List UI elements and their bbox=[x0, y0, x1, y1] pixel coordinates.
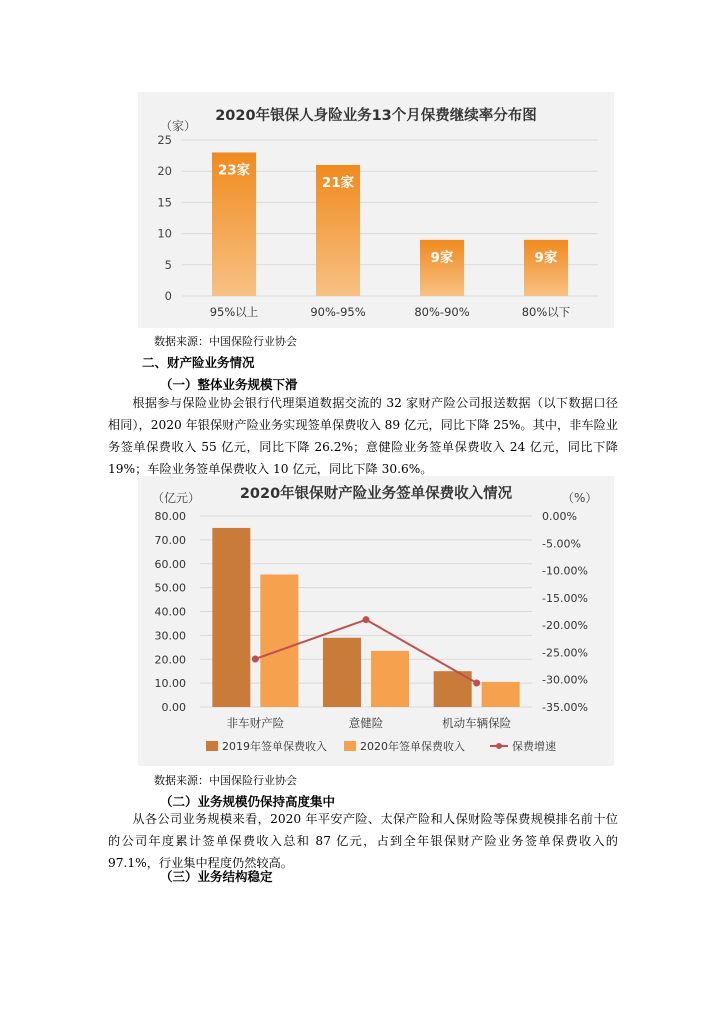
chart1-xtick-label: 90%-95% bbox=[310, 305, 366, 319]
chart1-bar bbox=[524, 240, 568, 296]
chart1-data-label: 9家 bbox=[534, 249, 558, 266]
subsection3-heading: （三）业务结构稳定 bbox=[160, 869, 273, 884]
chart2-xtick-label: 非车财产险 bbox=[226, 716, 285, 730]
chart2-title: 2020年银保财产险业务签单保费收入情况 bbox=[239, 486, 513, 502]
chart2-legend-swatch bbox=[206, 741, 218, 751]
chart1-data-label: 23家 bbox=[217, 162, 251, 179]
chart2-legend-label: 2019年签单保费收入 bbox=[222, 740, 327, 753]
chart2-growth-point bbox=[473, 679, 480, 686]
chart2-y2tick-label: -30.00% bbox=[542, 673, 588, 687]
chart2-ytick-label: 80.00 bbox=[154, 510, 186, 523]
chart2-source: 数据来源：中国保险行业协会 bbox=[154, 774, 297, 787]
chart1-ytick-label: 20 bbox=[157, 164, 172, 179]
chart2-xtick-label: 机动车辆保险 bbox=[442, 716, 512, 730]
property-premium-chart bbox=[138, 476, 614, 766]
chart2-y2label: （%） bbox=[562, 491, 598, 505]
chart2-legend-swatch bbox=[344, 741, 356, 751]
chart1-ytick-label: 25 bbox=[157, 133, 172, 147]
chart2-y2tick-label: 0.00% bbox=[542, 510, 577, 523]
chart1-ytick-label: 15 bbox=[157, 195, 172, 210]
chart1-data-label: 9家 bbox=[430, 249, 454, 266]
chart2-bar bbox=[212, 528, 250, 707]
chart2-bar bbox=[482, 682, 520, 707]
chart1-bar bbox=[420, 240, 464, 296]
chart2-ytick-label: 70.00 bbox=[154, 533, 186, 547]
chart2-y2tick-label: -35.00% bbox=[542, 701, 588, 714]
chart2-ytick-label: 30.00 bbox=[154, 629, 186, 643]
chart1-title: 2020年银保人身险业务13个月保费继续率分布图 bbox=[215, 108, 537, 124]
premium-renewal-chart-svg bbox=[138, 92, 614, 328]
paragraph-1: 根据参与保险业协会银行代理渠道数据交流的 32 家财产险公司报送数据（以下数据口径相同），2020 年银保财产险业务实现签单保费收入 89 亿元，同比下降 25%。其中，非车险业务签单保费收入 55 亿元，同比下降 26.2%；意健险业务签单保费收入 24 亿元，同比下降 19%；车险业务签单保费收入 10 亿元，同比下降 30.6%。 bbox=[108, 396, 618, 476]
chart2-bar bbox=[323, 638, 361, 707]
paragraph-2: 从各公司业务规模来看，2020 年平安产险、太保产险和人保财险等保费规模排名前十位的公司年度累计签单保费收入总和 87 亿元，占到全年银保财产险业务签单保费收入的 97.1%，行业集中程度仍然较高。 bbox=[108, 812, 618, 870]
chart2-bar bbox=[371, 651, 409, 707]
chart1-ytick-label: 5 bbox=[164, 257, 172, 272]
section2-heading: 二、财产险业务情况 bbox=[142, 355, 255, 370]
chart2-y2tick-label: -25.00% bbox=[542, 646, 588, 660]
premium-renewal-chart bbox=[138, 92, 614, 328]
chart2-y2tick-label: -20.00% bbox=[542, 619, 588, 633]
chart1-xtick-label: 80%-90% bbox=[414, 305, 470, 319]
chart2-ytick-label: 50.00 bbox=[154, 581, 186, 595]
chart1-data-label: 21家 bbox=[321, 174, 355, 191]
subsection2-heading: （二）业务规模仍保持高度集中 bbox=[160, 794, 336, 809]
chart2-legend-label: 保费增速 bbox=[512, 740, 556, 753]
chart2-bar bbox=[260, 574, 298, 707]
chart2-legend-marker bbox=[496, 743, 502, 749]
chart2-growth-point bbox=[252, 655, 259, 662]
chart2-growth-point bbox=[363, 616, 370, 623]
property-premium-chart-svg bbox=[138, 476, 614, 766]
chart2-ytick-label: 20.00 bbox=[154, 653, 186, 667]
chart2-legend-label: 2020年签单保费收入 bbox=[360, 740, 465, 753]
chart2-ytick-label: 40.00 bbox=[154, 605, 186, 619]
chart2-y2tick-label: -10.00% bbox=[542, 564, 588, 578]
chart2-xtick-label: 意健险 bbox=[348, 716, 384, 730]
subsection1-heading: （一）整体业务规模下滑 bbox=[160, 377, 298, 392]
chart2-ytick-label: 0.00 bbox=[161, 701, 186, 714]
chart1-xtick-label: 80%以下 bbox=[521, 305, 571, 319]
chart2-ytick-label: 60.00 bbox=[154, 557, 186, 571]
chart1-xtick-label: 95%以上 bbox=[209, 305, 259, 319]
chart1-source: 数据来源：中国保险行业协会 bbox=[154, 335, 297, 348]
chart2-ytick-label: 10.00 bbox=[154, 677, 186, 691]
chart1-ytick-label: 10 bbox=[157, 226, 172, 241]
chart2-y2tick-label: -15.00% bbox=[542, 591, 588, 605]
chart1-ylabel: （家） bbox=[160, 119, 197, 133]
chart1-ytick-label: 0 bbox=[164, 289, 172, 303]
chart2-ylabel: （亿元） bbox=[152, 491, 201, 505]
chart2-y2tick-label: -5.00% bbox=[542, 537, 581, 551]
